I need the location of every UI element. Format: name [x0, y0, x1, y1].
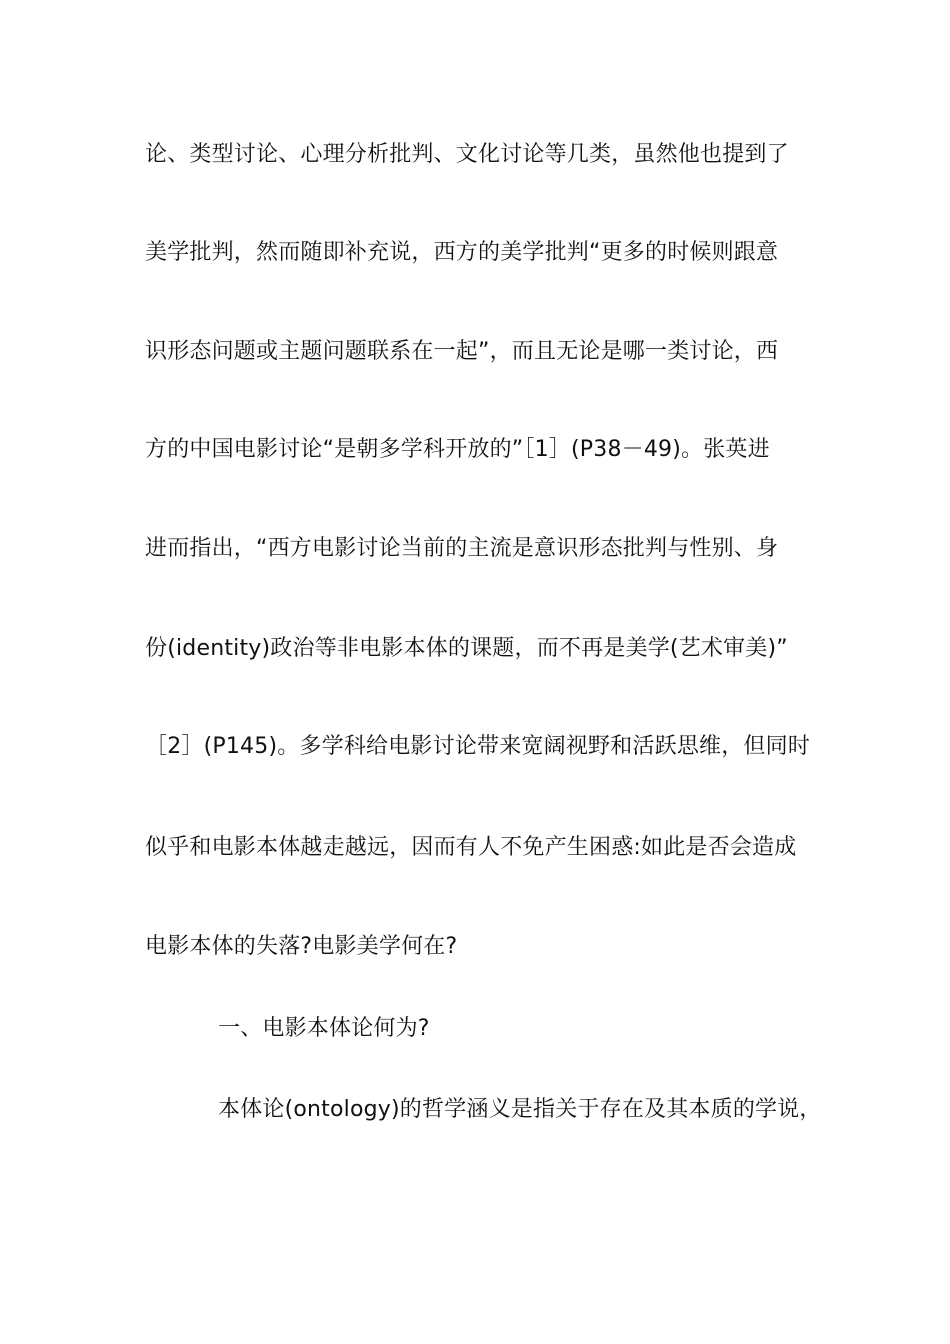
paragraph-line: 份(identity)政治等非电影本体的课题，而不再是美学(艺术审美)”	[145, 636, 788, 661]
paragraph-line: 本体论(ontology)的哲学涵义是指关于存在及其本质的学说，	[218, 1097, 822, 1122]
paragraph-line: 论、类型讨论、心理分析批判、文化讨论等几类，虽然他也提到了	[145, 142, 789, 167]
paragraph-line: ［2］(P145)。多学科给电影讨论带来宽阔视野和活跃思维，但同时	[145, 734, 811, 759]
paragraph-line: 美学批判，然而随即补充说，西方的美学批判“更多的时候则跟意	[145, 240, 779, 265]
paragraph-line: 识形态问题或主题问题联系在一起”，而且无论是哪一类讨论，西	[145, 339, 779, 364]
paragraph-line: 电影本体的失落?电影美学何在?	[145, 934, 458, 959]
paragraph-line: 方的中国电影讨论“是朝多学科开放的”［1］(P38－49)。张英进	[145, 437, 770, 462]
paragraph-line: 似乎和电影本体越走越远，因而有人不免产生困惑:如此是否会造成	[145, 835, 797, 860]
paragraph-line: 进而指出，“西方电影讨论当前的主流是意识形态批判与性别、身	[145, 536, 779, 561]
section-heading: 一、电影本体论何为?	[218, 1016, 430, 1041]
